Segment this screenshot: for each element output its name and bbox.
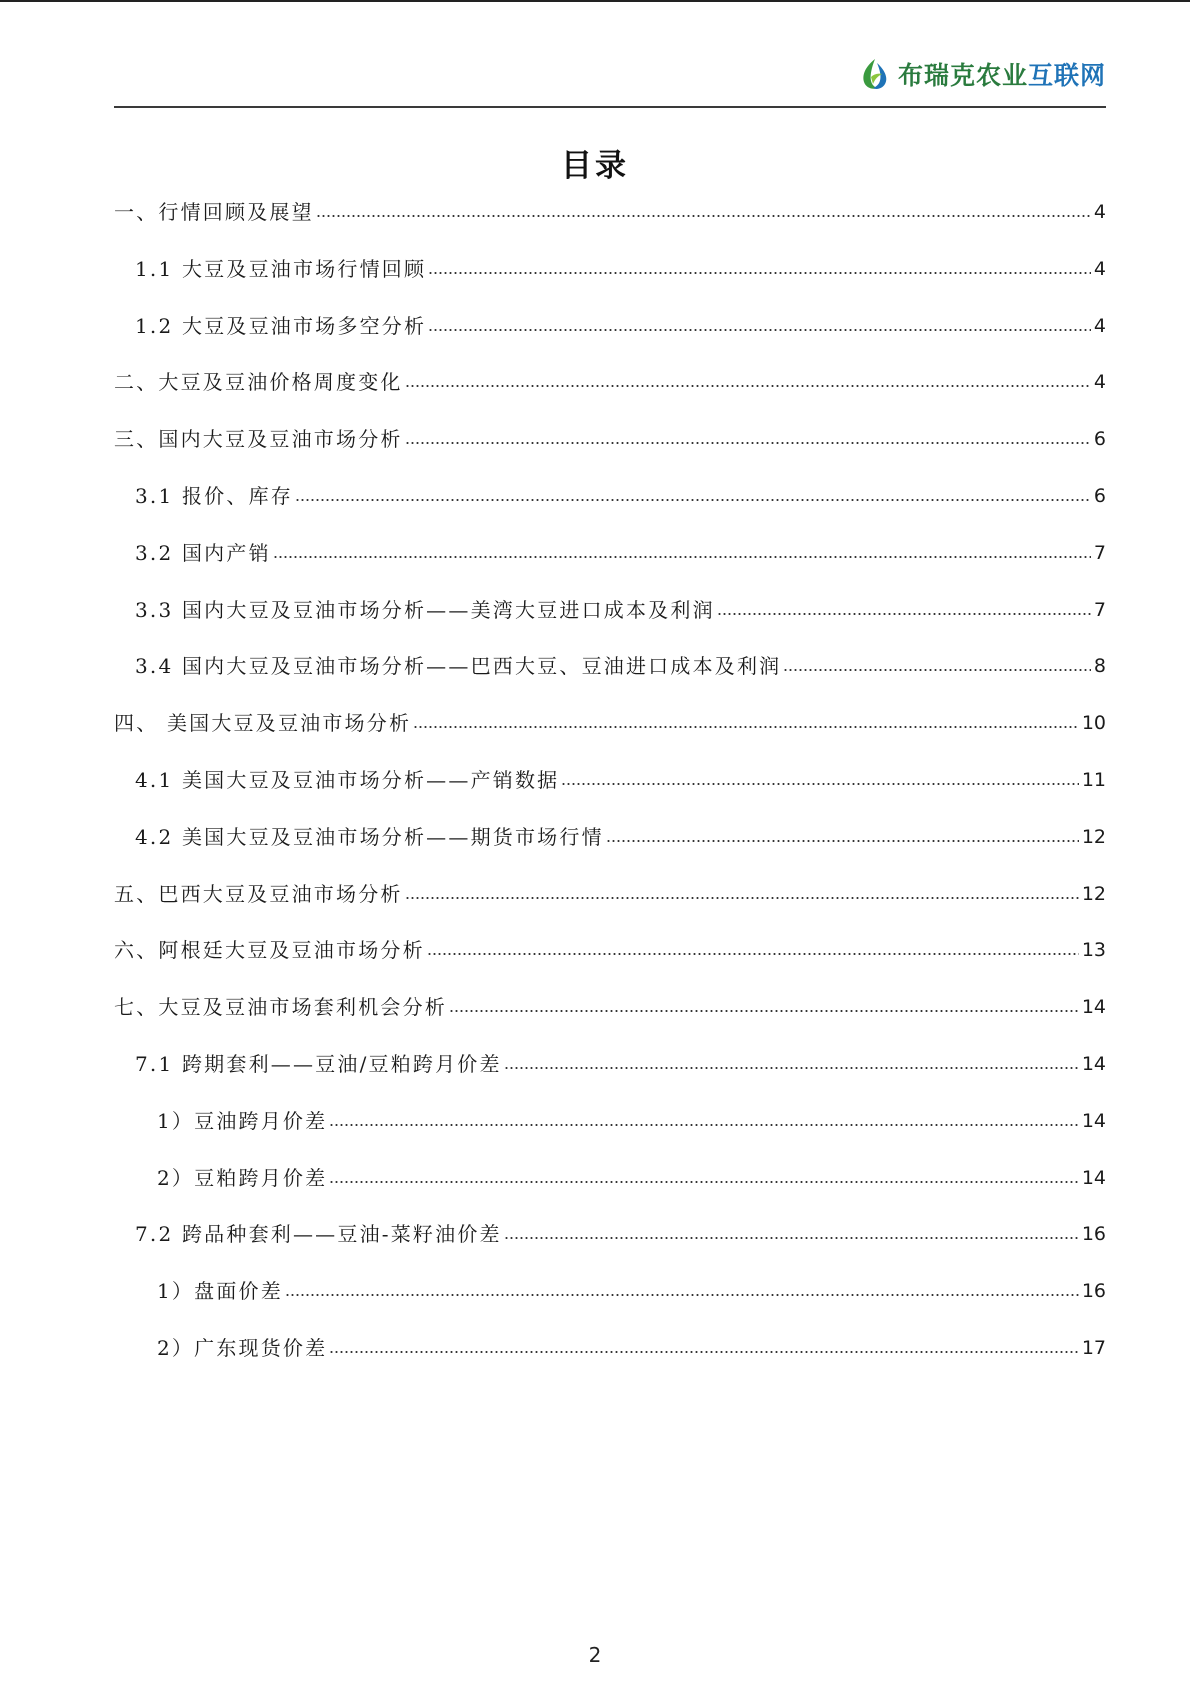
toc-dot-leader [329,1166,1078,1184]
toc-entry[interactable] [114,1222,1106,1279]
table-of-contents [114,200,1106,1393]
toc-entry-text: 三、国内大豆及豆油市场分析 [114,427,403,452]
toc-entry-page: 6 [1093,428,1106,451]
toc-entry-page: 7 [1093,598,1106,621]
brand-name-secondary: 互联网 [1027,61,1106,90]
toc-dot-leader [329,1336,1078,1354]
toc-entry[interactable] [114,1052,1106,1109]
toc-dot-leader [405,370,1091,388]
toc-dot-leader [405,882,1079,900]
toc-entry-text: 六、阿根廷大豆及豆油市场分析 [114,938,425,963]
toc-entry-text: 4.1 美国大豆及豆油市场分析——产销数据 [135,767,560,792]
toc-dot-leader [561,768,1078,786]
page-top-border [0,0,1190,2]
leaf-drop-logo-icon [858,57,892,91]
toc-dot-leader [295,484,1091,502]
toc-entry-page: 7 [1093,541,1106,564]
toc-entry[interactable] [114,370,1106,427]
toc-entry-page: 4 [1093,314,1106,337]
toc-entry-text: 1.2 大豆及豆油市场多空分析 [135,313,427,338]
toc-entry-page: 16 [1081,1280,1106,1303]
toc-entry-page: 16 [1081,1223,1106,1246]
toc-entry-page: 10 [1081,712,1106,735]
toc-entry[interactable] [114,484,1106,541]
toc-entry[interactable] [114,882,1106,939]
toc-entry-text: 4.2 美国大豆及豆油市场分析——期货市场行情 [135,824,604,849]
toc-entry[interactable] [114,825,1106,882]
toc-entry-page: 4 [1093,371,1106,394]
toc-dot-leader [413,711,1079,729]
toc-entry-text: 五、巴西大豆及豆油市场分析 [114,881,403,906]
toc-entry-text: 3.4 国内大豆及豆油市场分析——巴西大豆、豆油进口成本及利润 [135,654,782,679]
toc-entry-page: 14 [1081,1109,1106,1132]
toc-entry-page: 14 [1081,1052,1106,1075]
brand-name-primary: 布瑞克农业 [897,61,1028,90]
toc-entry-text: 7.1 跨期套利——豆油/豆粕跨月价差 [135,1051,502,1076]
toc-entry[interactable] [114,541,1106,598]
page-header [114,50,1106,108]
brand-block [858,56,1106,92]
toc-entry-page: 12 [1081,882,1106,905]
brand-name [898,56,1106,92]
toc-entry-page: 8 [1093,655,1106,678]
toc-title: 目录 [561,148,629,184]
toc-entry[interactable] [114,200,1106,257]
toc-dot-leader [427,938,1079,956]
toc-entry-text: 2）广东现货价差 [157,1335,328,1360]
toc-dot-leader [717,598,1091,616]
toc-dot-leader [783,654,1091,672]
toc-entry[interactable] [114,598,1106,655]
toc-entry-page: 13 [1081,939,1106,962]
toc-entry-page: 14 [1081,996,1106,1019]
toc-entry-text: 1）盘面价差 [157,1279,283,1304]
toc-dot-leader [316,200,1091,218]
toc-entry[interactable] [114,768,1106,825]
toc-dot-leader [285,1279,1079,1297]
toc-entry-text: 四、 美国大豆及豆油市场分析 [114,711,412,736]
toc-entry-text: 1.1 大豆及豆油市场行情回顾 [135,256,427,281]
toc-entry[interactable] [114,314,1106,371]
toc-entry-page: 17 [1081,1336,1106,1359]
toc-entry-page: 14 [1081,1166,1106,1189]
toc-entry[interactable] [114,1279,1106,1336]
toc-entry-page: 4 [1093,201,1106,223]
toc-entry-page: 6 [1093,484,1106,507]
toc-entry[interactable] [114,995,1106,1052]
toc-entry-page: 11 [1081,768,1106,791]
toc-entry-text: 七、大豆及豆油市场套利机会分析 [114,995,447,1020]
toc-dot-leader [428,314,1091,332]
toc-entry[interactable] [114,938,1106,995]
toc-entry-text: 二、大豆及豆油价格周度变化 [114,370,403,395]
toc-dot-leader [606,825,1079,843]
toc-entry[interactable] [114,1109,1106,1166]
toc-entry-text: 2）豆粕跨月价差 [157,1165,328,1190]
toc-entry[interactable] [114,711,1106,768]
toc-entry-text: 7.2 跨品种套利——豆油-菜籽油价差 [135,1222,502,1247]
toc-entry-page: 12 [1081,825,1106,848]
toc-dot-leader [329,1109,1078,1127]
toc-dot-leader [504,1052,1079,1070]
toc-entry[interactable] [114,1166,1106,1223]
toc-entry[interactable] [114,427,1106,484]
toc-entry[interactable] [114,1336,1106,1393]
toc-entry[interactable] [114,257,1106,314]
toc-dot-leader [405,427,1091,445]
toc-entry-text: 1）豆油跨月价差 [157,1108,328,1133]
toc-dot-leader [428,257,1091,275]
page-number: 2 [588,1643,602,1667]
header-divider [114,106,1106,108]
toc-entry-text: 3.3 国内大豆及豆油市场分析——美湾大豆进口成本及利润 [135,597,715,622]
toc-dot-leader [449,995,1079,1013]
toc-entry-text: 3.2 国内产销 [135,540,271,565]
toc-dot-leader [504,1222,1079,1240]
toc-entry-text: 一、行情回顾及展望 [114,200,314,224]
toc-entry-text: 3.1 报价、库存 [135,483,293,508]
toc-dot-leader [273,541,1091,559]
toc-entry[interactable] [114,654,1106,711]
toc-entry-page: 4 [1093,257,1106,280]
